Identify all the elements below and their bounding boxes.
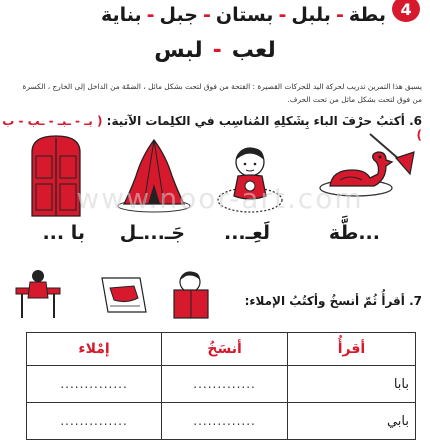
practice-word: بلبل (291, 4, 331, 26)
pair-word: لبس (154, 38, 203, 63)
copy-blank[interactable]: ............. (162, 403, 288, 440)
practice-words-row (0, 0, 430, 30)
table-header-row (27, 333, 416, 366)
word-separator: - (335, 4, 344, 26)
practice-word: جبل (159, 4, 198, 26)
blank-word[interactable]: با ... (42, 222, 85, 244)
exercise7-title: 7. أقرأُ ثُمّ أنسخُ وأكتُبُ الإملاء: (244, 294, 422, 308)
exercise6-instruction: 6. أكتبُ حرْفَ الباء بِشَكلِهِ المُناسِب في الكلِمات الآتية: (106, 114, 422, 128)
exercise6-options: ( بـ - ـبـ - ـب - ب ) (2, 114, 422, 142)
blank-word[interactable]: جَـ...ـل (119, 222, 185, 244)
word-separator: - (146, 4, 155, 26)
copy-dictation-table (26, 332, 416, 440)
watermark: www.noor-art.com (76, 182, 364, 215)
word-separator: - (202, 4, 211, 26)
table-row (27, 366, 416, 403)
teacher-note: يسبق هذا التمرين تدريب لحركة اليد للحركات القصيرة : الفتحة من فوق لتحت بشكل مائل ، الضمّة من الداخل إلى الخارج ، الكسرة من فوق لتحت بشكل مائل من تحت الحرف. (22, 82, 422, 104)
copy-blank[interactable]: ............. (162, 366, 288, 403)
blank-word[interactable]: ...طَّة (328, 222, 380, 244)
practice-word: بطة (348, 4, 386, 26)
blank-word[interactable]: لَعِـ... (223, 222, 270, 244)
pair-word: لعب (231, 38, 276, 63)
table-row (27, 403, 416, 440)
column-header-copy: أنسَخُ (162, 333, 288, 366)
column-header-read: أقرأُ (288, 333, 416, 366)
exercise-number-badge: 4 (392, 0, 420, 22)
word-separator: - (278, 4, 287, 26)
practice-word: بستان (215, 4, 274, 26)
pair-separator: - (212, 38, 222, 63)
practice-word: بناية (100, 4, 142, 26)
dictation-blank[interactable]: .............. (27, 403, 162, 440)
read-word: بابا (288, 366, 416, 403)
column-header-dictation: إمْلاء (27, 333, 162, 366)
dictation-blank[interactable]: .............. (27, 366, 162, 403)
word-pair (0, 38, 430, 63)
read-word: بابي (288, 403, 416, 440)
